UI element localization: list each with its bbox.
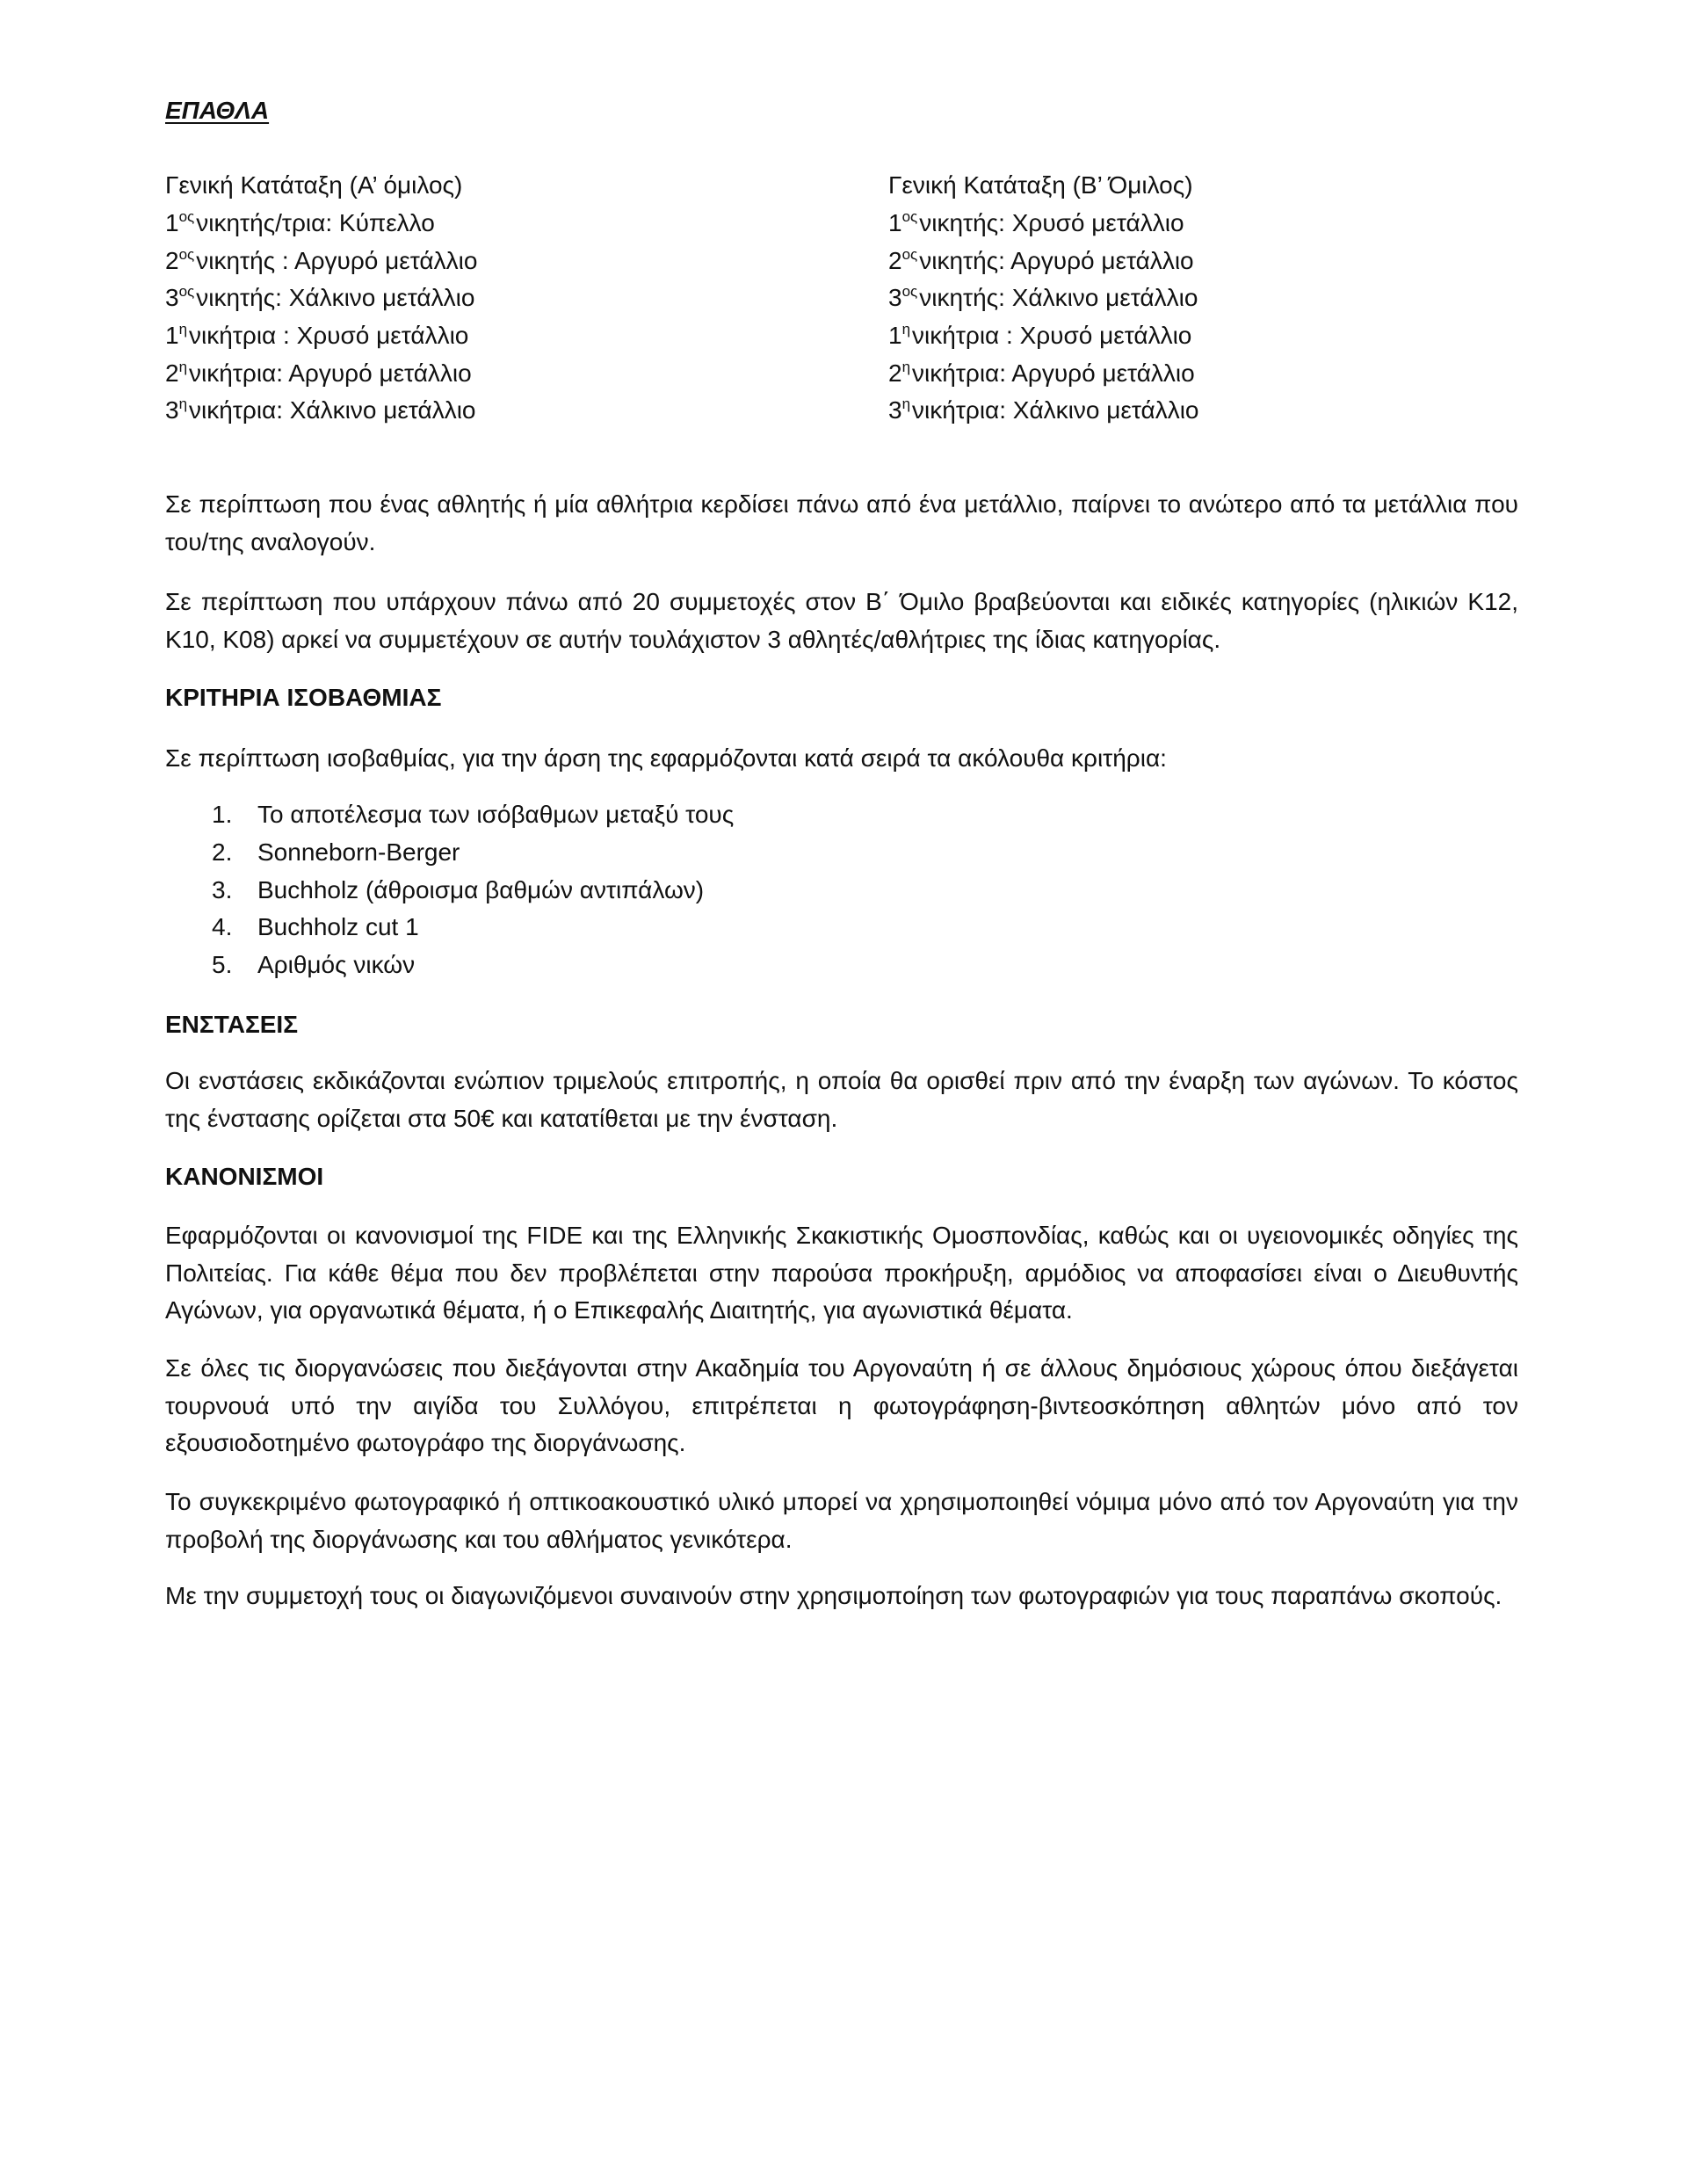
rank-suffix: η	[178, 321, 188, 337]
medal-rule-paragraph: Σε περίπτωση που ένας αθλητής ή μία αθλήτρια κερδίσει πάνω από ένα μετάλλιο, παίρνει το ανώτερο από τα μετάλλια που του/της αναλογούν.	[165, 490, 1518, 555]
rank-suffix: η	[901, 359, 911, 375]
prizes-title: ΕΠΑΘΛΑ	[165, 97, 270, 124]
prize-text: νικητής: Χάλκινο μετάλλιο	[196, 284, 475, 311]
rank-number: 1	[165, 322, 179, 349]
rank-number: 3	[165, 284, 179, 311]
group-a-row	[165, 204, 435, 242]
prize-text: νικητής: Χάλκινο μετάλλιο	[919, 284, 1198, 311]
rank-suffix: η	[901, 395, 911, 412]
list-text: Buchholz cut 1	[257, 913, 419, 940]
prize-text: νικήτρια: Χάλκινο μετάλλιο	[189, 396, 476, 424]
tiebreak-intro: Σε περίπτωση ισοβαθμίας, για την άρση της εφαρμόζονται κατά σειρά τα ακόλουθα κριτήρια:	[165, 744, 1167, 772]
tiebreak-title: ΚΡΙΤΗΡΙΑ ΙΣΟΒΑΘΜΙΑΣ	[165, 684, 442, 711]
rank-suffix: ος	[178, 208, 195, 225]
rank-number: 2	[165, 247, 179, 274]
group-a-header: Γενική Κατάταξη (Α’ όμιλος)	[165, 171, 463, 199]
regulations-title: ΚΑΝΟΝΙΣΜΟΙ	[165, 1163, 324, 1190]
rank-number: 3	[888, 396, 902, 424]
rank-number: 2	[888, 247, 902, 274]
group-b-row	[888, 391, 1199, 429]
rank-number: 3	[888, 284, 902, 311]
rank-suffix: ος	[901, 283, 918, 300]
prize-text: νικήτρια: Χάλκινο μετάλλιο	[912, 396, 1199, 424]
list-number: 2.	[212, 838, 233, 866]
group-b-row	[888, 316, 1191, 354]
prize-text: νικητής/τρια: Κύπελλο	[196, 209, 435, 236]
rank-suffix: ος	[901, 208, 918, 225]
rank-number: 1	[888, 322, 902, 349]
group-a-row	[165, 391, 476, 429]
group-b-header: Γενική Κατάταξη (Β’ Όμιλος)	[888, 171, 1193, 199]
list-number: 3.	[212, 876, 233, 903]
rank-suffix: η	[901, 321, 911, 337]
prize-text: νικητής : Αργυρό μετάλλιο	[196, 247, 478, 274]
media-use-paragraph: Το συγκεκριμένο φωτογραφικό ή οπτικοακουστικό υλικό μπορεί να χρησιμοποιηθεί νόμιμα μόνο από τον Αργοναύτη για την προβολή της διοργάνωσης και του αθλήματος γενικότερα.	[165, 1488, 1518, 1553]
special-categories-paragraph: Σε περίπτωση που υπάρχουν πάνω από 20 συμμετοχές στον Β΄ Όμιλο βραβεύονται και ειδικές κατηγορίες (ηλικιών Κ12, Κ10, Κ08) αρκεί να συμμετέχουν σε αυτήν τουλάχιστον 3 αθλητές/αθλήτριες της ίδιας κατηγορίας.	[165, 588, 1518, 653]
rank-number: 2	[165, 359, 179, 387]
prize-text: νικήτρια: Αργυρό μετάλλιο	[912, 359, 1195, 387]
group-a-row	[165, 316, 468, 354]
group-a-row	[165, 354, 472, 392]
list-text: Αριθμός νικών	[257, 951, 416, 978]
objections-title: ΕΝΣΤΑΣΕΙΣ	[165, 1011, 299, 1038]
rank-suffix: η	[178, 359, 188, 375]
list-text: Buchholz (άθροισμα βαθμών αντιπάλων)	[257, 876, 705, 903]
prize-text: νικήτρια : Χρυσό μετάλλιο	[912, 322, 1192, 349]
list-number: 4.	[212, 913, 233, 940]
rank-number: 1	[165, 209, 179, 236]
prize-text: νικήτρια: Αργυρό μετάλλιο	[189, 359, 472, 387]
prize-text: νικητής: Αργυρό μετάλλιο	[919, 247, 1194, 274]
group-a-row	[165, 242, 477, 279]
group-b-row	[888, 279, 1198, 316]
list-text: Το αποτέλεσμα των ισόβαθμων μεταξύ τους	[257, 801, 735, 828]
list-number: 5.	[212, 951, 233, 978]
regulations-paragraph: Εφαρμόζονται οι κανονισμοί της FIDE και της Ελληνικής Σκακιστικής Ομοσπονδίας, καθώς και οι υγειονομικές οδηγίες της Πολιτείας. Για κάθε θέμα που δεν προβλέπεται στην παρούσα προκήρυξη, αρμόδιος να αποφασίσει είναι ο Διευθυντής Αγώνων, για οργανωτικά θέματα, ή ο Επικεφαλής Διαιτητής, για αγωνιστικά θέματα.	[165, 1222, 1518, 1324]
rank-suffix: ος	[901, 246, 918, 263]
rank-suffix: ος	[178, 246, 195, 263]
objections-paragraph: Οι ενστάσεις εκδικάζονται ενώπιον τριμελούς επιτροπής, η οποία θα ορισθεί πριν από την έναρξη των αγώνων. Το κόστος της ένστασης ορίζεται στα 50€ και κατατίθεται με την ένσταση.	[165, 1067, 1518, 1132]
photography-paragraph: Σε όλες τις διοργανώσεις που διεξάγονται στην Ακαδημία του Αργοναύτη ή σε άλλους δημόσιους χώρους όπου διεξάγεται τουρνουά υπό την αιγίδα του Συλλόγου, επιτρέπεται η φωτογράφηση-βιντεοσκόπηση αθλητών μόνο από τον εξουσιοδοτημένο φωτογράφο της διοργάνωσης.	[165, 1354, 1518, 1457]
rank-number: 2	[888, 359, 902, 387]
consent-paragraph: Με την συμμετοχή τους οι διαγωνιζόμενοι συναινούν στην χρησιμοποίηση των φωτογραφιών για τους παραπάνω σκοπούς.	[165, 1582, 1502, 1609]
list-text: Sonneborn-Berger	[257, 838, 460, 866]
group-b-row	[888, 242, 1194, 279]
prize-text: νικητής: Χρυσό μετάλλιο	[919, 209, 1184, 236]
group-b-row	[888, 204, 1184, 242]
rank-suffix: ος	[178, 283, 195, 300]
list-number: 1.	[212, 801, 233, 828]
rank-number: 3	[165, 396, 179, 424]
rank-suffix: η	[178, 395, 188, 412]
prize-text: νικήτρια : Χρυσό μετάλλιο	[189, 322, 469, 349]
group-b-row	[888, 354, 1195, 392]
rank-number: 1	[888, 209, 902, 236]
group-a-row	[165, 279, 474, 316]
